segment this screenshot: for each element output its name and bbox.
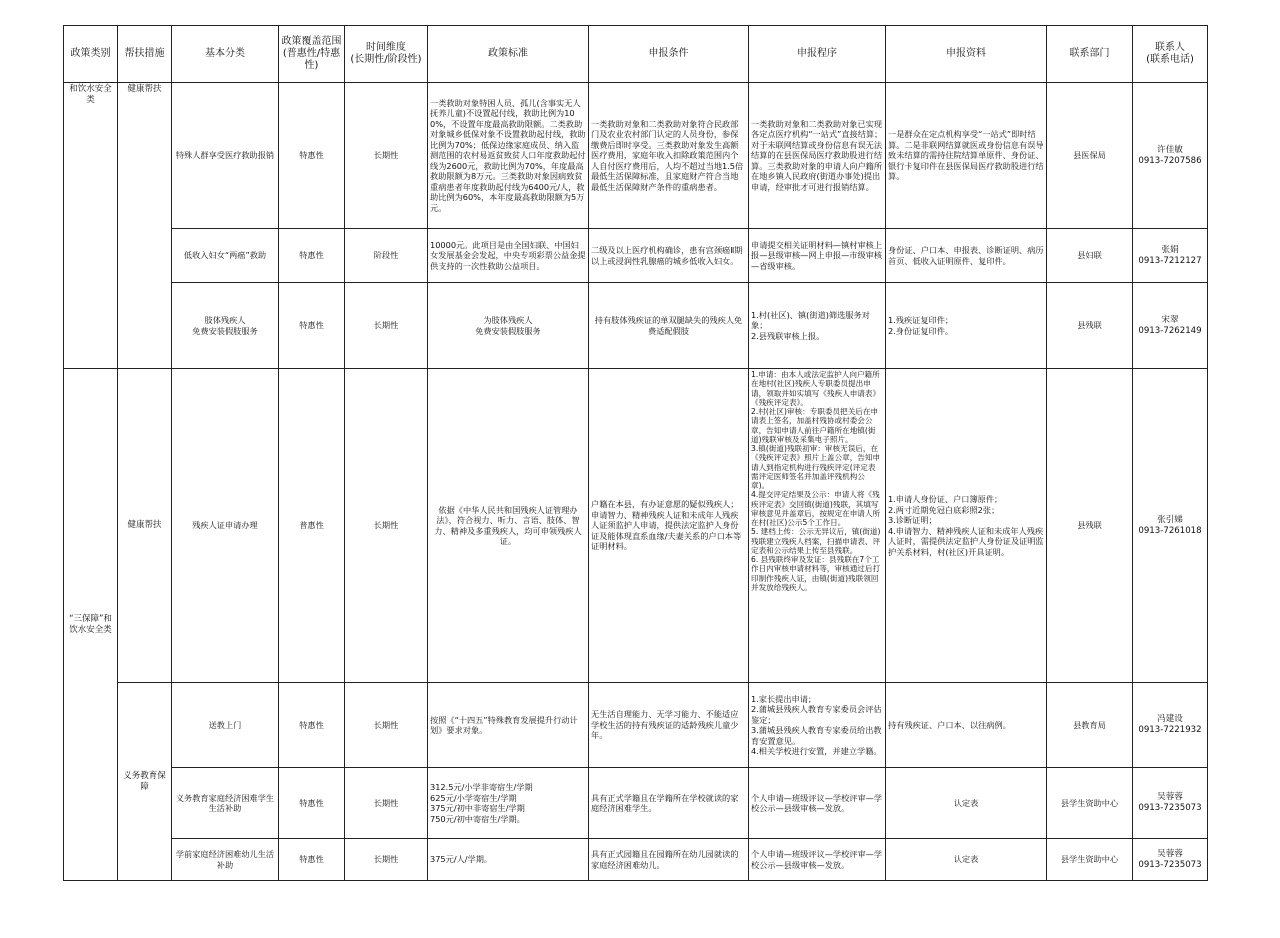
header-cell: 时间维度 (长期性/阶段性) <box>345 26 428 83</box>
header-cell: 联系人 (联系电话) <box>1133 26 1208 83</box>
time-cell: 长期性 <box>345 683 428 768</box>
type-cell: 义务教育家庭经济困难学生生活补助 <box>172 768 279 839</box>
contact-name: 张引娣 <box>1157 514 1183 525</box>
table-row <box>64 283 1208 369</box>
header-cell: 基本分类 <box>172 26 279 83</box>
contact-name: 冯建设 <box>1157 714 1183 724</box>
procedure-cell: 个人申请—班级评议—学校评审—学校公示—县级审核—发放。 <box>749 768 886 839</box>
type-cell: 残疾人证申请办理 <box>172 369 279 683</box>
procedure-cell: 1.家长提出申请； 2.蒲城县残疾人教育专家委员会评估鉴定； 3.蒲城县残疾人教育专家委员给出教育安置意见。 4.相关学校进行安置，并建立学籍。 <box>749 683 886 768</box>
header-row <box>64 26 1208 83</box>
dept-cell: 县残联 <box>1047 283 1133 369</box>
standard-cell: 为肢体残疾人 免费安装假肢服务 <box>428 283 589 369</box>
table-row <box>64 369 1208 683</box>
time-cell: 长期性 <box>345 283 428 369</box>
standard-cell: 按照《“十四五”特殊教育发展提升行动计划》要求对象。 <box>428 683 589 768</box>
contact-name: 吴蓉蓉 <box>1157 848 1183 859</box>
materials-cell: 认定表 <box>886 768 1047 839</box>
type-cell: 特殊人群享受医疗救助报销 <box>172 83 279 229</box>
table-row <box>64 683 1208 768</box>
contact-phone: 0913-7212127 <box>1138 255 1202 266</box>
header-cell: 申报资料 <box>886 26 1047 83</box>
policy-category-cell: “三保障”和饮水安全类 <box>64 369 118 881</box>
dept-cell: 县妇联 <box>1047 229 1133 283</box>
procedure-cell: 1.村(社区)、镇(街道)筛选服务对象； 2.县残联审核上报。 <box>749 283 886 369</box>
condition-cell: 二级及以上医疗机构确诊，患有宫颈癌Ⅱ期以上或浸润性乳腺癌的城乡低收入妇女。 <box>589 229 749 283</box>
header-cell: 政策类别 <box>64 26 118 83</box>
contact-cell <box>1133 768 1208 839</box>
standard-cell: 375元/人/学期。 <box>428 839 589 881</box>
time-cell: 长期性 <box>345 768 428 839</box>
time-cell: 阶段性 <box>345 229 428 283</box>
measure-cell: 健康帮扶 <box>118 369 172 683</box>
policy-table-page <box>63 25 1208 881</box>
time-cell: 长期性 <box>345 369 428 683</box>
procedure-cell: 个人申请—班级评议—学校评审—学校公示—县级审核—发放。 <box>749 839 886 881</box>
contact-cell <box>1133 839 1208 881</box>
table-row <box>64 839 1208 881</box>
condition-cell: 具有正式园籍且在园籍所在幼儿园就读的家庭经济困难幼儿。 <box>589 839 749 881</box>
contact-phone: 0913-7262149 <box>1138 325 1202 336</box>
header-cell: 申报程序 <box>749 26 886 83</box>
contact-phone: 0913-7235073 <box>1138 803 1202 813</box>
type-cell: 送教上门 <box>172 683 279 768</box>
contact-phone: 0913-7207586 <box>1138 155 1202 166</box>
condition-cell: 具有正式学籍且在学籍所在学校就读的家庭经济困难学生。 <box>589 768 749 839</box>
coverage-cell: 特惠性 <box>279 683 345 768</box>
coverage-cell: 特惠性 <box>279 283 345 369</box>
coverage-cell: 特惠性 <box>279 768 345 839</box>
materials-cell: 身份证、户口本、申报表、诊断证明、病历首页、低收入证明原件、复印件。 <box>886 229 1047 283</box>
coverage-cell: 特惠性 <box>279 839 345 881</box>
policy-category-cell: 和饮水安全类 <box>64 83 118 369</box>
policy-table <box>63 25 1208 881</box>
dept-cell: 县学生资助中心 <box>1047 768 1133 839</box>
header-cell: 联系部门 <box>1047 26 1133 83</box>
dept-cell: 县残联 <box>1047 369 1133 683</box>
table-row <box>64 83 1208 229</box>
procedure-cell: 一类救助对象和二类救助对象已实现各定点医疗机构“一站式”直接结算；对于未联网结算或身份信息有误无法结算的在县医保局医疗救助股进行结算。三类救助对象的申请人向户籍所在地乡镇人民政府(街道办事处)提出申请，经审批才可进行报销结算。 <box>749 83 886 229</box>
coverage-cell: 特惠性 <box>279 83 345 229</box>
header-cell: 申报条件 <box>589 26 749 83</box>
contact-cell <box>1133 369 1208 683</box>
contact-name: 张娟 <box>1161 244 1179 255</box>
contact-cell <box>1133 283 1208 369</box>
dept-cell: 县医保局 <box>1047 83 1133 229</box>
type-cell: 肢体残疾人 免费安装假肢服务 <box>172 283 279 369</box>
materials-cell: 持有残疾证、户口本、以往病例。 <box>886 683 1047 768</box>
contact-name: 吴蓉蓉 <box>1157 792 1183 802</box>
contact-name: 宋翠 <box>1161 314 1179 325</box>
contact-cell <box>1133 229 1208 283</box>
dept-cell: 县学生资助中心 <box>1047 839 1133 881</box>
condition-cell: 户籍在本县，有办证意愿的疑似残疾人；申请智力、精神残疾人证和未成年人残疾人证须监护人申请，提供法定监护人身份证及能体现直系血缘/夫妻关系的户口本等证明材料。 <box>589 369 749 683</box>
coverage-cell: 特惠性 <box>279 229 345 283</box>
procedure-cell: 申请提交相关证明材料—镇村审核上报—县级审核—网上申报—市级审核—省级审核。 <box>749 229 886 283</box>
header-cell: 政策标准 <box>428 26 589 83</box>
standard-cell: 10000元。此项目是由全国妇联、中国妇女发展基金会发起，中央专项彩票公益金提供支持的一次性救助公益项目。 <box>428 229 589 283</box>
standard-cell: 依据《中华人民共和国残疾人证管理办法》，符合视力、听力、言语、肢体、智力、精神及多重残疾人，均可申领残疾人证。 <box>428 369 589 683</box>
dept-cell: 县教育局 <box>1047 683 1133 768</box>
condition-cell: 无生活自理能力、无学习能力、不能适应学校生活的持有残疾证的适龄残疾儿童少年。 <box>589 683 749 768</box>
header-cell: 帮扶措施 <box>118 26 172 83</box>
standard-cell: 一类救助对象特困人员、孤儿(含事实无人抚养儿童)不设置起付线，救助比例为100%，不设置年度最高救助限额。二类救助对象城乡低保对象不设置救助起付线，救助比例为70%；低保边缘家庭成员、纳入监测范围的农村易返贫致贫人口年度救助起付线为2600元，救助比例为70%，年度最高救助限额为8万元。三类救助对象因病致贫重病患者年度救助起付线为6400元/人，救助比例为60%，本年度最高救助限额为5万元。 <box>428 83 589 229</box>
materials-cell: 一是群众在定点机构享受“一站式”即时结算。二是非联网结算就医或身份信息有误导致未结算的需持住院结算单原件、身份证、银行卡复印件在县医保局医疗救助股进行结算。 <box>886 83 1047 229</box>
condition-cell: 一类救助对象和二类救助对象符合民政部门及农业农村部门认定的人员身份，参保缴费后即时享受。三类救助对象发生高额医疗费用，家庭年收入扣除政策范围内个人自付医疗费用后，人均不超过当地1.5倍最低生活保障标准，且家庭财产符合当地最低生活保障财产条件的重病患者。 <box>589 83 749 229</box>
materials-cell: 1.残疾证复印件； 2.身份证复印件。 <box>886 283 1047 369</box>
type-cell: 学前家庭经济困难幼儿生活补助 <box>172 839 279 881</box>
procedure-cell: 1.申请：由本人或法定监护人向户籍所在地村(社区)残疾人专职委员提出申请，领取并如实填写《残疾人申请表》《残疾评定表》。 2.村(社区)审核：专职委员把关后在申请表上签名，加盖村残协或村委会公章，告知申请人前往户籍所在地镇(街道)残联审核及采集电子照片。 3.镇(街道)残联初审：审核无误后，在《残疾评定表》照片上盖公章，告知申请人到指定机构进行残疾评定(评定表需评定医师签名并加盖评残机构公章)。 4.提交评定结果及公示：申请人将《残疾评定表》交回镇(街道)残联，其填写审核意见并盖章后，按规定在申请人所在村(社区)公示5个工作日。 5. 建档上传：公示无异议后，镇(街道)残联建立残疾人档案，扫描申请表、评定表和公示结果上传至县残联。 6. 县残联终审及发证：县残联在7个工作日内审核申请材料等，审核通过后打印制作残疾人证，由镇(街道)残联领回并发放给残疾人。 <box>749 369 886 683</box>
materials-cell: 1.申请人身份证、户口簿原件； 2.两寸近期免冠白底彩照2张； 3.诊断证明； 4.申请智力、精神残疾人证和未成年人残疾人证时，需提供法定监护人身份证及证明监护关系材料，村(社区)开具证明。 <box>886 369 1047 683</box>
coverage-cell: 普惠性 <box>279 369 345 683</box>
contact-phone: 0913-7261018 <box>1138 525 1202 536</box>
table-row <box>64 229 1208 283</box>
time-cell: 长期性 <box>345 83 428 229</box>
measure-cell: 义务教育保障 <box>118 683 172 881</box>
time-cell: 长期性 <box>345 839 428 881</box>
condition-cell: 持有肢体残疾证的单双腿缺失的残疾人免费适配假肢 <box>589 283 749 369</box>
standard-cell: 312.5元/小学非寄宿生/学期 625元/小学寄宿生/学期 375元/初中非寄宿生/学期 750元/初中寄宿生/学期。 <box>428 768 589 839</box>
materials-cell: 认定表 <box>886 839 1047 881</box>
header-cell: 政策覆盖范围 (普惠性/特惠性) <box>279 26 345 83</box>
measure-cell: 健康帮扶 <box>118 83 172 369</box>
contact-cell <box>1133 83 1208 229</box>
contact-name: 许佳敏 <box>1157 144 1183 155</box>
table-row <box>64 768 1208 839</box>
type-cell: 低收入妇女“两癌”救助 <box>172 229 279 283</box>
contact-cell <box>1133 683 1208 768</box>
contact-phone: 0913-7235073 <box>1138 859 1202 870</box>
contact-phone: 0913-7221932 <box>1138 725 1202 735</box>
